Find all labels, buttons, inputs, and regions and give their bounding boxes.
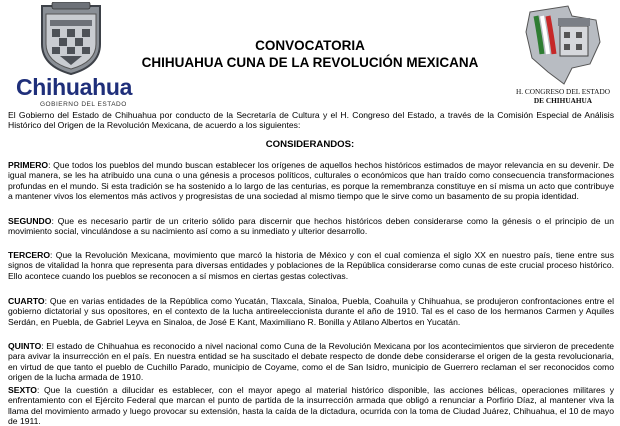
congreso-emblem-icon (520, 2, 606, 88)
considerandos-heading: CONSIDERANDOS: (265, 139, 355, 150)
paragraph-label: TERCERO (8, 250, 51, 260)
document-title (130, 37, 490, 71)
paragraph-text: : Que todos los pueblos del mundo buscan establecer los orígenes de aquellos hechos históricos estimados de mayor relevancia en su devenir. De igual manera, se les ha atribuido una cuna o una génesis a procesos políticos, culturales o económicos que han traído como consecuencia transformaciones profundas en el mundo. Si esta tradición se ha sostenido a lo largo de las centurias, es porque la remembranza constituye en sí misma un acto que contribuye a mantener vivos los elementos más activos y progresistas de una sociedad al mismo tiempo que le sirve como un basamento de su propia identidad. (8, 160, 614, 201)
paragraph-text: : El estado de Chihuahua es reconocido a nivel nacional como Cuna de la Revolución Mexicana por los acontecimientos que sirvieron de precedente para avivar la insurrección en el país. En nuestra entidad se ha suscitado el debate respecto de donde debe considerarse el origen de la gesta revolucionaria, en virtud de que tanto el pueblo de Cuchillo Parado, municipio de Coyame, como el de San Isidro, municipio de Guerrero reclaman el ser reconocidos como origen de la lucha armada de 1910. (8, 341, 614, 382)
congreso-line-2: DE CHIHUAHUA (533, 95, 593, 105)
gobierno-chihuahua-logo (8, 2, 133, 112)
paragraph-text: : Que la cuestión a dilucidar es establecer, con el mayor apego al material histórico disponible, las acciones bélicas, operaciones militares y enfrentamiento con el Ejército Federal que marcan el punto de partida de la insurrección armada que obligó a renunciar a Porfirio Díaz, al mantener viva la llama del movimiento armado y luego provocar su extensión, hasta la caída de la dictadura, ocurrida con la toma de Ciudad Juárez, Chihuahua, el 10 de mayo de 1911. (8, 385, 614, 426)
chihuahua-shield-icon (38, 2, 104, 76)
paragraph-segundo (8, 216, 614, 237)
paragraph-sexto (8, 385, 614, 426)
paragraph-cuarto (8, 296, 614, 327)
brand-wordmark: Chihuahua (16, 74, 133, 100)
title-line-1: CONVOCATORIA (255, 38, 365, 53)
paragraph-label: PRIMERO (8, 160, 49, 170)
paragraph-text: : Que es necesario partir de un criterio sólido para discernir que hechos históricos deben considerarse como la génesis o el principio de un movimiento social, vinculándose a su nacimiento así como a su inmediato y ulterior desarrollo. (8, 216, 614, 237)
paragraph-tercero (8, 250, 614, 281)
title-line-2: CHIHUAHUA CUNA DE LA REVOLUCIÓN MEXICANA (141, 55, 479, 70)
paragraph-text: : Que en varias entidades de la República como Yucatán, Tlaxcala, Sinaloa, Puebla, Coahuila y Chihuahua, se produjeron confrontaciones entre el gobierno dictatorial y sus opositores, en el contexto de la lucha antireeleccionista durante el año de 1910. Tal es el caso de los hermanos Carmen y Aquiles Serdán, en Puebla, de Gabriel Leyva en Sinaloa, de José E Kant, Maximiliano R. Bonilla y Atilano Albertos en Yucatán. (8, 296, 614, 327)
brand-subtitle: GOBIERNO DEL ESTADO (40, 101, 127, 108)
paragraph-text: : Que la Revolución Mexicana, movimiento que marcó la historia de México y con el cual comienza el siglo XX en nuestro país, tiene entre sus signos de vitalidad la honra que representa para diversas entidades y poblaciones de la República considerarse como cunas de este crucial proceso histórico. Ello acontece cuando los pueblos se reconocen a sí mismos en ciertas gestas colectivas. (8, 250, 614, 281)
paragraph-label: SEGUNDO (8, 216, 52, 226)
congreso-line-1: H. CONGRESO DEL ESTADO (515, 87, 610, 96)
paragraph-label: QUINTO (8, 341, 42, 351)
paragraph-primero (8, 160, 614, 201)
intro-paragraph: El Gobierno del Estado de Chihuahua por conducto de la Secretaría de Cultura y el H. Congreso del Estado, a través de la Comisión Especial de Análisis Histórico del Origen de la Revolución Mexicana, de acuerdo a los siguientes: (8, 110, 614, 131)
congreso-name (508, 88, 618, 105)
paragraph-label: SEXTO (8, 385, 37, 395)
congreso-logo (508, 0, 618, 110)
paragraph-label: CUARTO (8, 296, 45, 306)
paragraph-quinto (8, 341, 614, 382)
